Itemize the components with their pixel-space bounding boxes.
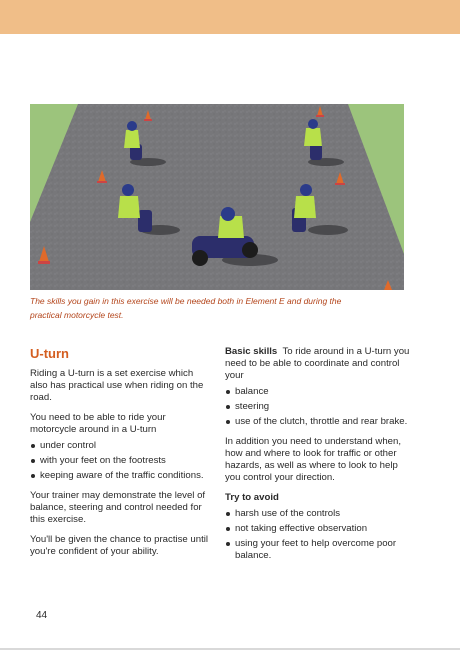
trainer-paragraph: Your trainer may demonstrate the level of balance, steering and control needed for this exercise. bbox=[30, 490, 206, 525]
basic-skills-paragraph bbox=[225, 346, 410, 382]
section-title: U-turn bbox=[30, 346, 69, 361]
figure-caption: The skills you gain in this exercise will be needed both in Element E and during the practical motorcycle test. bbox=[30, 296, 342, 320]
need-paragraph: You need to be able to ride your motorcycle around in a U-turn bbox=[30, 412, 166, 435]
practise-paragraph: You'll be given the chance to practise until you're confident of your ability. bbox=[30, 534, 209, 557]
left-column bbox=[30, 346, 210, 566]
intro-paragraph: Riding a U-turn is a set exercise which also has practical use when riding on the road. bbox=[30, 368, 204, 403]
list-item: steering bbox=[225, 401, 410, 413]
list-item: keeping aware of the traffic conditions. bbox=[30, 470, 210, 482]
basic-skills-list bbox=[225, 386, 410, 428]
list-item: under control bbox=[30, 440, 210, 452]
u-turn-illustration bbox=[30, 104, 404, 290]
list-item: harsh use of the controls bbox=[225, 508, 410, 520]
list-item: using your feet to help overcome poor balance. bbox=[225, 538, 410, 562]
list-item: use of the clutch, throttle and rear brake. bbox=[225, 416, 410, 428]
avoid-heading: Try to avoid bbox=[225, 492, 279, 503]
list-item: not taking effective observation bbox=[225, 523, 410, 535]
right-column bbox=[225, 346, 410, 570]
need-list bbox=[30, 440, 210, 482]
understand-paragraph: In addition you need to understand when, how and where to look for traffic or other hazards, as well as where to look to help you control your direction. bbox=[225, 436, 402, 483]
list-item: with your feet on the footrests bbox=[30, 455, 210, 467]
avoid-list bbox=[225, 508, 410, 562]
basic-skills-label: Basic skills bbox=[225, 346, 278, 357]
list-item: balance bbox=[225, 386, 410, 398]
basic-skills-text: To ride around in a U-turn you need to be able to coordinate and control your bbox=[225, 346, 410, 381]
page-number: 44 bbox=[36, 610, 48, 621]
header-band bbox=[0, 0, 460, 34]
